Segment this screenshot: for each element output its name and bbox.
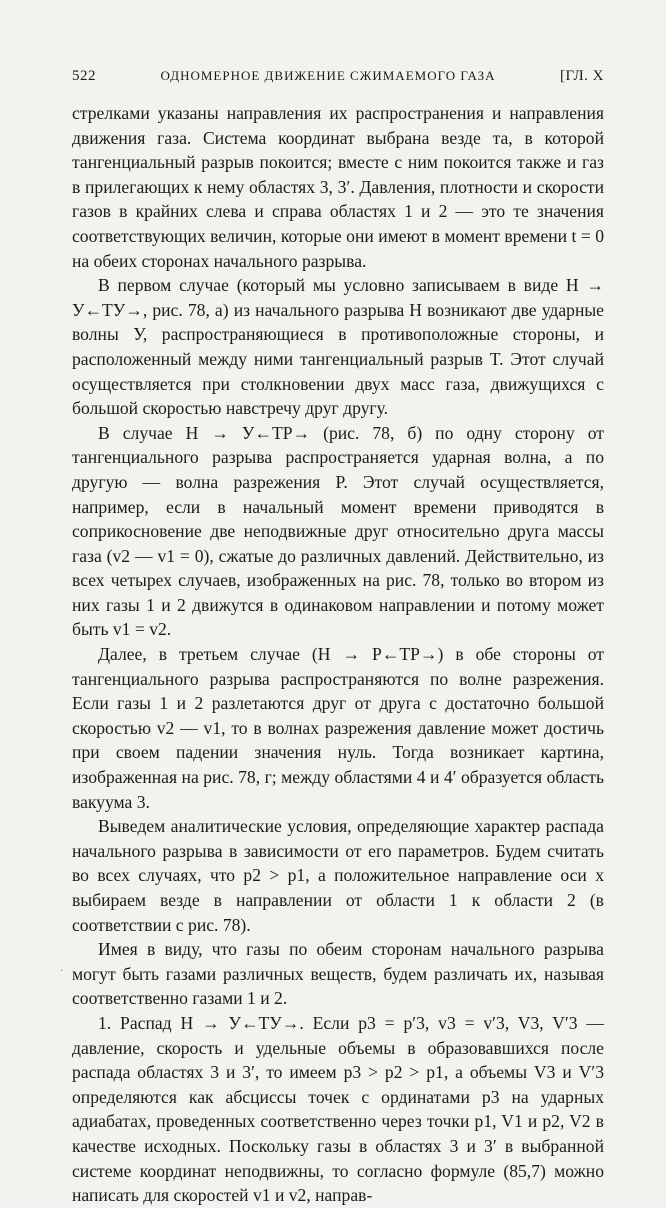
paragraph-5: Выведем аналитические условия, определяющие характер распада начального разрыва в зависимости от его параметров. Будем считать во всех случаях, что p2 > p1, а положительное направление оси x выбираем везде в направлении от области 1 к области 2 (в соответствии с рис. 78). — [72, 816, 604, 935]
paragraph-3: В случае H → У←TP→ (рис. 78, б) по одну сторону от тангенциального разрыва распространяется ударная волна, а по другую — волна разрежения P. Этот случай осуществляется, например, если в начальный момент времени приводятся в соприкосновение две неподвижные друг относительно друга массы газа (v2 — v1 = 0), сжатые до различных давлений. Действительно, из всех четырех случаев, изображенных на рис. 78, только во втором из них газы 1 и 2 движутся в одинаковом направлении и потому может быть v1 = v2. — [72, 422, 604, 640]
page — [72, 68, 604, 1208]
page-number: 522 — [72, 68, 96, 84]
chapter-label: [ГЛ. X — [559, 68, 604, 84]
page-header — [72, 68, 604, 85]
paragraph-6: Имея в виду, что газы по обеим сторонам начального разрыва могут быть газами различных веществ, будем различать их, называя соответственно газами 1 и 2. — [72, 939, 604, 1009]
running-title: ОДНОМЕРНОЕ ДВИЖЕНИЕ СЖИМАЕМОГО ГАЗА — [160, 68, 496, 83]
paragraph-1: стрелками указаны направления их распространения и направления движения газа. Система координат выбрана везде та, в которой тангенциальный разрыв покоится; вместе с ним покоится также и газ в прилегающих к нему областях 3, 3′. Давления, плотности и скорости газов в крайних слева и справа областях 1 и 2 — это те значения соответствующих величин, которые они имеют в момент времени t = 0 на обеих сторонах начального разрыва. — [72, 103, 604, 271]
body-text — [72, 101, 604, 1208]
paragraph-4: Далее, в третьем случае (H → P←TP→) в обе стороны от тангенциального разрыва распространяются по волне разрежения. Если газы 1 и 2 разлетаются друг от друга с достаточно большой скоростью v2 — v1, то в волнах разрежения давление может достичь при своем падении значения нуль. Тогда возникает картина, изображенная на рис. 78, г; между областями 4 и 4′ образуется область вакуума 3. — [72, 644, 604, 812]
paragraph-7: 1. Распад H → У←TУ→. Если p3 = p′3, v3 = v′3, V3, V′3 — давление, скорость и удельные объемы в образовавшихся после распада областях 3 и 3′, то имеем p3 > p2 > p1, а объемы V3 и V′3 определяются как абсциссы точек с ординатами p3 на ударных адиабатах, проведенных соответственно через точки p1, V1 и p2, V2 в качестве исходных. Поскольку газы в областях 3 и 3′ в выбранной системе координат неподвижны, то согласно формуле (85,7) можно написать для скоростей v1 и v2, направ- — [72, 1012, 604, 1206]
print-mark: · — [60, 966, 64, 977]
paragraph-2: В первом случае (который мы условно записываем в виде H → У←TУ→, рис. 78, а) из начального разрыва H возникают две ударные волны У, распространяющиеся в противоположные стороны, и расположенный между ними тангенциальный разрыв T. Этот случай осуществляется при столкновении двух масс газа, движущихся с большой скоростью навстречу друг другу. — [72, 275, 604, 419]
